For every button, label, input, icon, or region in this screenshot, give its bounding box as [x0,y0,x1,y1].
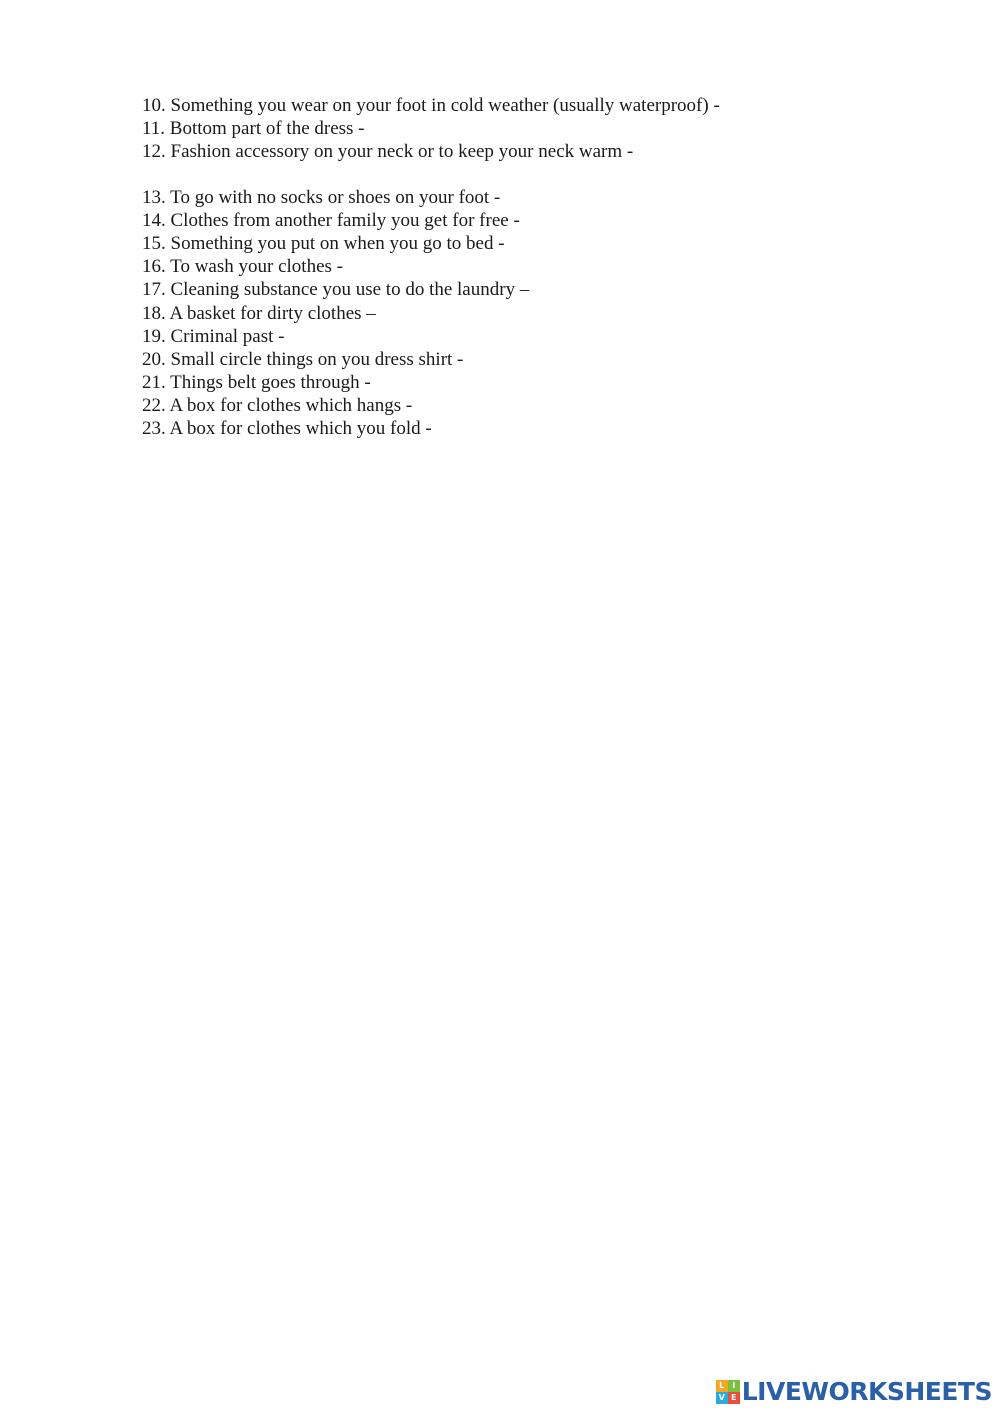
question-number: 17. [142,279,166,301]
question-text: Criminal past - [170,325,285,347]
question-number: 21. [142,372,166,394]
logo-mark-letter: I [728,1380,740,1392]
question-text: A box for clothes which you fold - [169,418,432,440]
question-text: Bottom part of the dress - [169,118,365,140]
question-item [142,117,902,140]
question-text: Fashion accessory on your neck or to keep your neck warm - [170,141,634,163]
question-number: 22. [142,395,166,417]
question-item [142,232,902,255]
question-number: 13. [142,186,166,208]
question-number: 20. [142,348,166,370]
worksheet-question-list [142,94,902,441]
question-item [142,94,902,117]
question-number: 18. [142,302,166,324]
logo-mark-letter: L [716,1380,728,1392]
question-item [142,325,902,348]
question-text: To wash your clothes - [170,256,343,278]
question-number: 19. [142,325,166,347]
question-number: 10. [142,95,166,116]
question-item [142,255,902,278]
question-item [142,371,902,394]
question-item [142,348,902,371]
question-number: 15. [142,232,166,254]
logo-mark-letter: E [728,1392,740,1404]
question-text: Something you wear on your foot in cold weather (usually waterproof) - [170,95,720,116]
question-item [142,417,902,440]
question-item [142,278,902,301]
liveworksheets-logo-icon [716,1380,740,1404]
question-number: 16. [142,256,166,278]
question-text: Something you put on when you go to bed - [170,232,505,254]
question-text: A box for clothes which hangs - [169,395,413,417]
question-text: Cleaning substance you use to do the laundry – [170,279,530,301]
question-number: 12. [142,141,166,163]
question-text: To go with no socks or shoes on your foot - [170,186,501,208]
question-text: A basket for dirty clothes – [169,302,376,324]
question-number: 11. [142,118,166,140]
question-text: Small circle things on you dress shirt - [170,348,464,370]
logo-mark-letter: V [716,1392,728,1404]
question-number: 23. [142,418,166,440]
logo-text: LIVEWORKSHEETS [741,1377,992,1406]
question-item [142,186,902,209]
question-text: Clothes from another family you get for free - [170,209,520,231]
question-text: Things belt goes through - [170,372,371,394]
question-item [142,209,902,232]
question-number: 14. [142,209,166,231]
liveworksheets-logo [716,1377,992,1407]
question-item [142,302,902,325]
question-item [142,394,902,417]
question-item [142,140,902,163]
